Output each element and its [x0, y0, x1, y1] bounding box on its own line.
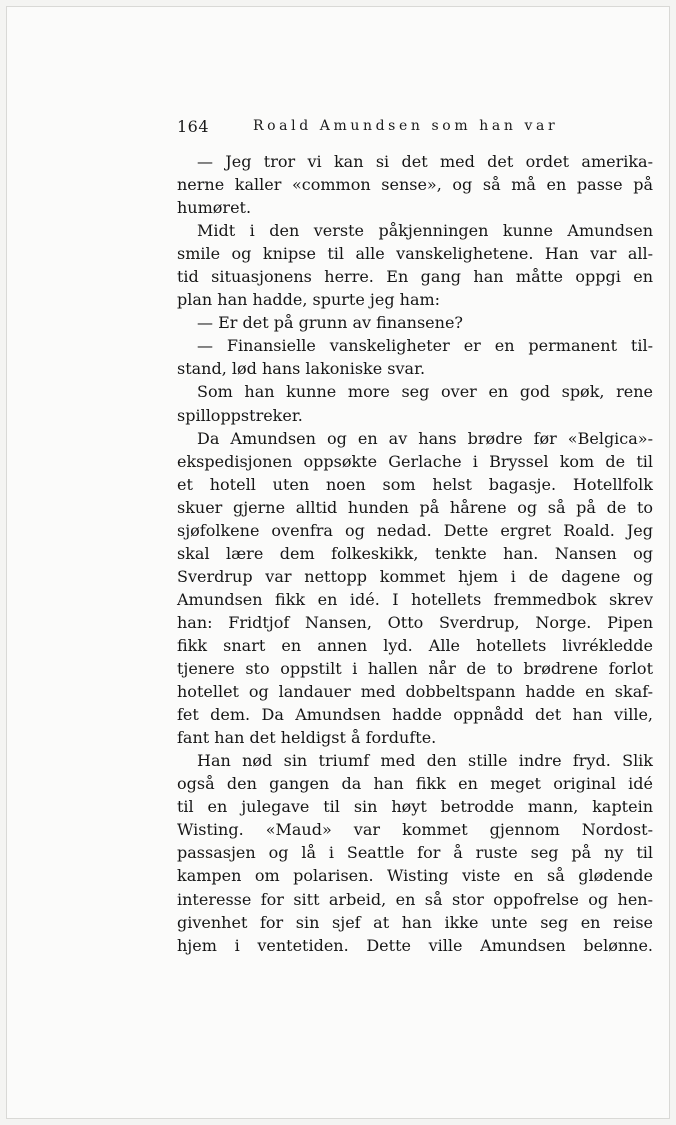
- text-line: til en julegave til sin høyt betrodde mann, kaptein: [177, 797, 653, 817]
- text-line: Han nød sin triumf med den stille indre fryd. Slik: [197, 751, 653, 771]
- text-line: Da Amundsen og en av hans brødre før «Belgica»-: [197, 428, 653, 448]
- running-title: Roald Amundsen som han var: [253, 118, 559, 134]
- page-header: [177, 117, 653, 139]
- text-line: spilloppstreker.: [177, 405, 303, 425]
- text-line: fet dem. Da Amundsen hadde oppnådd det han ville,: [177, 705, 653, 725]
- text-line: tid situasjonens herre. En gang han måtte oppgi en: [177, 267, 653, 287]
- text-line: Midt i den verste påkjenningen kunne Amundsen: [197, 221, 653, 241]
- text-line: stand, lød hans lakoniske svar.: [177, 359, 426, 379]
- page-number: 164: [177, 117, 210, 136]
- text-line: sjøfolkene ovenfra og nedad. Dette ergret Roald. Jeg: [177, 520, 653, 540]
- text-line: nerne kaller «common sense», og så må en passe på: [177, 175, 653, 195]
- text-line: givenhet for sin sjef at han ikke unte seg en reise: [177, 912, 653, 932]
- text-line: han: Fridtjof Nansen, Otto Sverdrup, Norge. Pipen: [177, 612, 653, 632]
- text-line: interesse for sitt arbeid, en så stor oppofrelse og hen-: [177, 889, 653, 909]
- text-line: kampen om polarisen. Wisting viste en så glødende: [177, 866, 653, 886]
- text-line: — Finansielle vanskeligheter er en permanent til-: [197, 336, 653, 356]
- text-line: fant han det heldigst å fordufte.: [177, 728, 437, 748]
- text-line: Sverdrup var nettopp kommet hjem i de dagene og: [177, 566, 653, 586]
- text-line: også den gangen da han fikk en meget original idé: [177, 774, 653, 794]
- text-line: skal lære dem folkeskikk, tenkte han. Nansen og: [177, 543, 653, 563]
- text-line: Wisting. «Maud» var kommet gjennom Nordost-: [177, 820, 653, 840]
- text-line: hotellet og landauer med dobbeltspann hadde en skaf-: [177, 682, 653, 702]
- text-line: smile og knipse til alle vanskelighetene. Han var all-: [177, 244, 653, 264]
- text-line: passasjen og lå i Seattle for å ruste seg på ny til: [177, 843, 653, 863]
- text-line: — Er det på grunn av finansene?: [197, 313, 463, 333]
- text-line: skuer gjerne alltid hunden på hårene og så på de to: [177, 497, 653, 517]
- text-line: humøret.: [177, 198, 252, 218]
- text-line: et hotell uten noen som helst bagasje. Hotellfolk: [177, 474, 653, 494]
- text-line: plan han hadde, spurte jeg ham:: [177, 290, 441, 310]
- text-line: ekspedisjonen oppsøkte Gerlache i Bryssel kom de til: [177, 451, 653, 471]
- body-text: [177, 150, 653, 957]
- text-line: tjenere sto oppstilt i hallen når de to brødrene forlot: [177, 659, 653, 679]
- text-line: fikk snart en annen lyd. Alle hotellets livrékledde: [177, 635, 653, 655]
- text-line: Amundsen fikk en idé. I hotellets fremmedbok skrev: [177, 589, 653, 609]
- text-line: — Jeg tror vi kan si det med det ordet amerika-: [197, 152, 653, 171]
- text-line: hjem i ventetiden. Dette ville Amundsen belønne.: [177, 935, 653, 955]
- text-line: Som han kunne more seg over en god spøk, rene: [197, 382, 653, 402]
